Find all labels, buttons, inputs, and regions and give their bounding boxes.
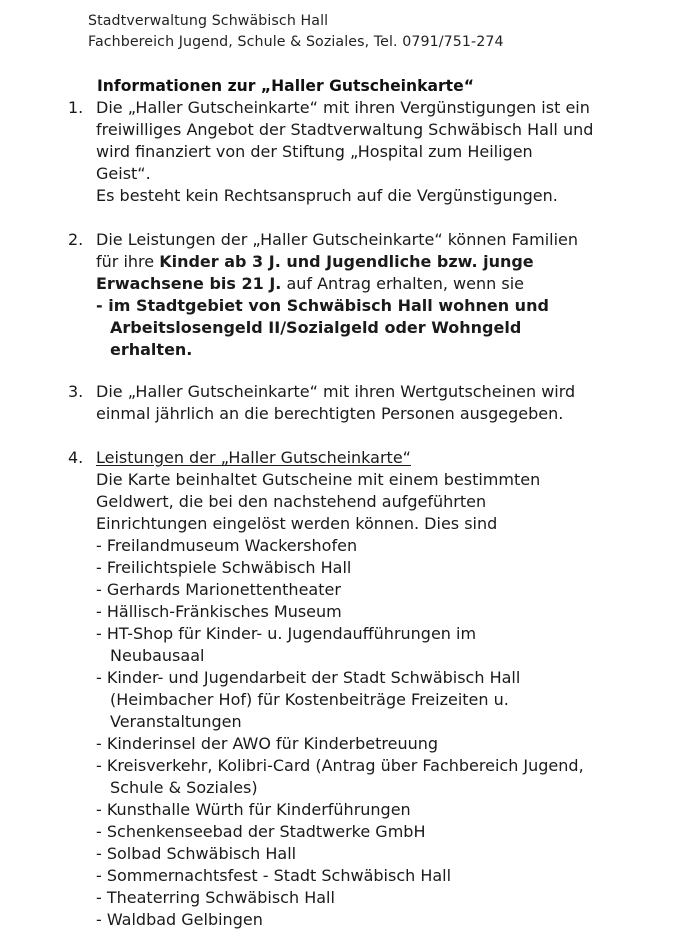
section-1-line: wird finanziert von der Stiftung „Hospital zum Heiligen bbox=[96, 142, 533, 161]
list-item: - Freilichtspiele Schwäbisch Hall bbox=[96, 558, 352, 577]
list-item: - Kreisverkehr, Kolibri-Card (Antrag über Fachbereich Jugend, bbox=[96, 756, 584, 775]
section-4-intro: Einrichtungen eingelöst werden können. Dies sind bbox=[96, 514, 498, 533]
section-2-line bbox=[96, 251, 656, 273]
section-4-intro: Geldwert, die bei den nachstehend aufgeführten bbox=[96, 492, 487, 511]
section-2-condition: - im Stadtgebiet von Schwäbisch Hall wohnen und bbox=[96, 296, 549, 315]
section-3-body bbox=[96, 381, 656, 425]
list-item: - Kinder- und Jugendarbeit der Stadt Schwäbisch Hall bbox=[96, 668, 521, 687]
list-item: - Kinderinsel der AWO für Kinderbetreuung bbox=[96, 734, 439, 753]
letterhead bbox=[88, 11, 504, 53]
section-3-line: Die „Haller Gutscheinkarte“ mit ihren Wertgutscheinen wird bbox=[96, 382, 576, 401]
letterhead-organization: Stadtverwaltung Schwäbisch Hall bbox=[88, 13, 329, 29]
list-item: - Theaterring Schwäbisch Hall bbox=[96, 888, 335, 907]
section-2-text: für ihre bbox=[96, 252, 160, 271]
section-1-line: Die „Haller Gutscheinkarte“ mit ihren Vergünstigungen ist ein bbox=[96, 98, 590, 117]
section-2-emphasis: Kinder ab 3 J. und Jugendliche bzw. junge bbox=[159, 252, 534, 271]
section-2-number: 2. bbox=[68, 230, 84, 249]
list-item: - Freilandmuseum Wackershofen bbox=[96, 536, 358, 555]
list-item: - Schenkenseebad der Stadtwerke GmbH bbox=[96, 822, 426, 841]
list-item: - HT-Shop für Kinder- u. Jugendaufführungen im bbox=[96, 624, 477, 643]
section-2-emphasis: Erwachsene bis 21 J. bbox=[96, 274, 282, 293]
section-1-number: 1. bbox=[68, 98, 84, 117]
list-item-continuation: (Heimbacher Hof) für Kostenbeiträge Freizeiten u. bbox=[110, 690, 509, 709]
document-title: Informationen zur „Haller Gutscheinkarte“ bbox=[97, 77, 474, 95]
list-item-continuation: Schule & Soziales) bbox=[110, 778, 258, 797]
section-1-body bbox=[96, 97, 656, 207]
list-item: - Kunsthalle Würth für Kinderführungen bbox=[96, 800, 411, 819]
section-1-line: freiwilliges Angebot der Stadtverwaltung Schwäbisch Hall und bbox=[96, 120, 594, 139]
list-item-continuation: Neubausaal bbox=[110, 646, 205, 665]
list-item: - Waldbad Gelbingen bbox=[96, 910, 263, 929]
section-4-intro: Die Karte beinhaltet Gutscheine mit einem bestimmten bbox=[96, 470, 541, 489]
section-2-body bbox=[96, 229, 656, 361]
section-3-number: 3. bbox=[68, 382, 84, 401]
section-2-condition: erhalten. bbox=[110, 340, 193, 359]
list-item: - Gerhards Marionettentheater bbox=[96, 580, 341, 599]
section-1-line: Geist“. bbox=[96, 164, 151, 183]
section-2-text: auf Antrag erhalten, wenn sie bbox=[281, 274, 524, 293]
section-4-number: 4. bbox=[68, 448, 84, 467]
list-item: - Hällisch-Fränkisches Museum bbox=[96, 602, 342, 621]
letterhead-department: Fachbereich Jugend, Schule & Soziales, Tel. 0791/751-274 bbox=[88, 34, 504, 50]
list-item: - Sommernachtsfest - Stadt Schwäbisch Hall bbox=[96, 866, 452, 885]
section-2-line bbox=[96, 273, 656, 295]
section-4-body bbox=[96, 447, 656, 931]
section-2-condition: Arbeitslosengeld II/Sozialgeld oder Wohngeld bbox=[110, 318, 522, 337]
section-4-heading: Leistungen der „Haller Gutscheinkarte“ bbox=[96, 448, 411, 467]
section-1-line: Es besteht kein Rechtsanspruch auf die Vergünstigungen. bbox=[96, 186, 558, 205]
list-item-continuation: Veranstaltungen bbox=[110, 712, 242, 731]
section-2-line: Die Leistungen der „Haller Gutscheinkarte“ können Familien bbox=[96, 230, 579, 249]
list-item: - Solbad Schwäbisch Hall bbox=[96, 844, 297, 863]
section-3-line: einmal jährlich an die berechtigten Personen ausgegeben. bbox=[96, 404, 564, 423]
